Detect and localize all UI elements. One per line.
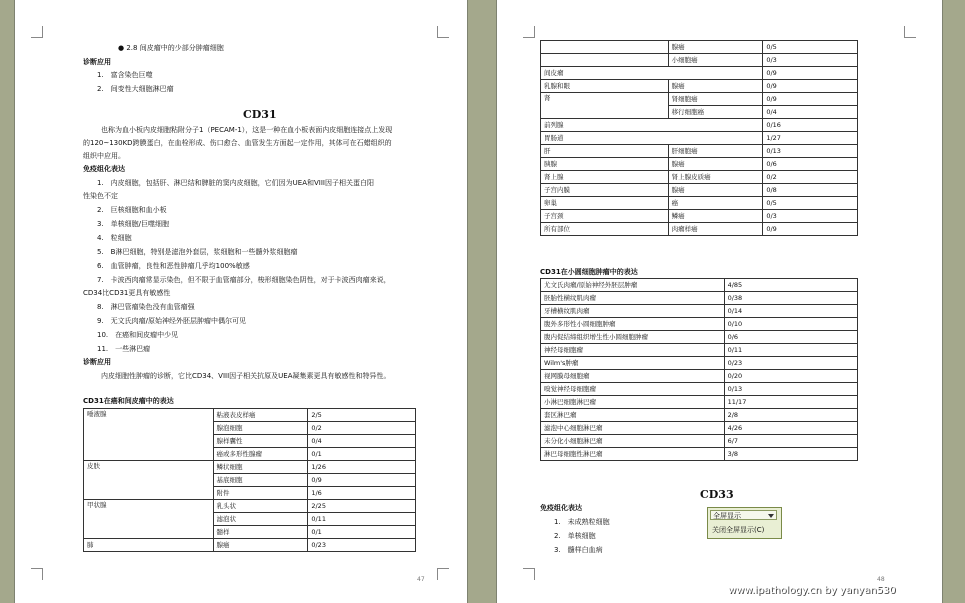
table-row <box>541 370 858 383</box>
table-cell: 基底细胞 <box>213 474 308 487</box>
table-cell: 0/4 <box>763 106 858 119</box>
fullscreen-toolbar <box>707 507 782 539</box>
crop-mark <box>523 568 535 580</box>
page-number: 48 <box>877 576 885 583</box>
table-cell: 腺癌 <box>668 80 763 93</box>
table-cell: 牙槽横纹肌肉瘤 <box>541 305 725 318</box>
table-cell: 子宫颈 <box>541 210 669 223</box>
table-cell: 视网膜母细胞瘤 <box>541 370 725 383</box>
close-fullscreen-button[interactable]: 关闭全屏显示(C) <box>712 526 765 534</box>
table-row <box>541 318 858 331</box>
table-row <box>541 409 858 422</box>
expr-item: 2. 单核细胞 <box>554 532 596 540</box>
table-row <box>541 448 858 461</box>
expr-item: 3. 单核细胞/巨噬细胞 <box>97 220 170 228</box>
watermark: www.ipathology.cn by yanyan530 <box>728 585 896 596</box>
table-cell: 腺泡细胞 <box>213 422 308 435</box>
table-cell: 尤文氏肉瘤/原始神经外胚层肿瘤 <box>541 279 725 292</box>
table-cell: 1/26 <box>308 461 416 474</box>
table-cell: 髓样 <box>213 526 308 539</box>
cd31-carcinoma-table-cont <box>540 40 858 236</box>
table-cell: 2/25 <box>308 500 416 513</box>
fullscreen-dropdown-label: 全屏显示 <box>713 512 741 520</box>
expr-item: 9. 无文氏肉瘤/原始神经外胚层肿瘤中偶尔可见 <box>97 317 247 325</box>
table-cell: 乳头状 <box>213 500 308 513</box>
table-cell: 0/9 <box>763 80 858 93</box>
table-row <box>541 344 858 357</box>
table-row <box>541 223 858 236</box>
table-row <box>541 383 858 396</box>
document-page-left <box>15 0 467 603</box>
table-cell: 卵巢 <box>541 197 669 210</box>
table-row <box>541 80 858 93</box>
section-title: CD31 <box>243 108 277 121</box>
table-cell: 0/11 <box>308 513 416 526</box>
diag2-text: 内皮细胞性肿瘤的诊断，它比CD34、VIII因子相关抗原及UEA凝集素更具有敏感性和特异性。 <box>101 372 391 380</box>
bullet-line: ● 2.8 间皮瘤中的少部分肿瘤细胞 <box>118 44 224 52</box>
page-number: 47 <box>417 576 425 583</box>
diag2-heading: 诊断应用 <box>83 358 111 366</box>
table-cell: 0/1 <box>308 526 416 539</box>
table-row <box>541 54 858 67</box>
table-cell: 胰腺 <box>541 158 669 171</box>
table-cell: 0/2 <box>308 422 416 435</box>
table-cell: 1/6 <box>308 487 416 500</box>
table2-title: CD31在小圆细胞肿瘤中的表达 <box>540 268 638 276</box>
table-row <box>84 539 416 552</box>
expr-item: 4. 粒细胞 <box>97 234 132 242</box>
table-row <box>541 145 858 158</box>
table-cell: 小细胞癌 <box>668 54 763 67</box>
table-cell: 鳞状细胞 <box>213 461 308 474</box>
table-cell: 0/10 <box>724 318 857 331</box>
expr-item: 1. 内皮细胞，包括肝、淋巴结和脾脏的窦内皮细胞，它们因为UEA和VIII因子相关蛋白阳 <box>97 179 374 187</box>
expr-item: 7. 卡波西肉瘤常显示染色，但不限于血管瘤部分，梭形细胞染色阴性，对于卡波西肉瘤来说， <box>97 276 391 284</box>
table-cell: 未分化小细胞淋巴瘤 <box>541 435 725 448</box>
table-row <box>541 158 858 171</box>
table-cell: 0/9 <box>763 93 858 106</box>
table-cell: 腺癌 <box>668 158 763 171</box>
table-row <box>541 357 858 370</box>
table-row <box>541 292 858 305</box>
table-cell: 移行细胞癌 <box>668 106 763 119</box>
table-cell: 4/26 <box>724 422 857 435</box>
diag-item: 1. 富含染色巨噬 <box>97 71 153 79</box>
table-cell: 肾上腺皮质癌 <box>668 171 763 184</box>
table-cell: 0/8 <box>763 184 858 197</box>
table-row <box>84 461 416 474</box>
table-cell: 0/23 <box>308 539 416 552</box>
table-cell: 肾细胞癌 <box>668 93 763 106</box>
table-cell: 粘液表皮样癌 <box>213 409 308 422</box>
intro-line: 组织中应用。 <box>83 152 125 160</box>
expr-item: 2. 巨核细胞和血小板 <box>97 206 167 214</box>
table-cell: 腹外多形性小圆细胞肿瘤 <box>541 318 725 331</box>
table-cell: 所有部位 <box>541 223 669 236</box>
table-row <box>84 500 416 513</box>
crop-mark <box>31 568 43 580</box>
table-cell: 腺样囊性 <box>213 435 308 448</box>
crop-mark <box>437 26 449 38</box>
table-cell: 0/4 <box>308 435 416 448</box>
table-cell: 肾 <box>541 93 669 119</box>
table-cell: 0/14 <box>724 305 857 318</box>
table-cell: 0/11 <box>724 344 857 357</box>
table-cell: 神经母细胞瘤 <box>541 344 725 357</box>
table-row <box>541 171 858 184</box>
expr-item: 1. 未成熟粒细胞 <box>554 518 610 526</box>
table-cell: 附件 <box>213 487 308 500</box>
expr-item: 11. 一些淋巴瘤 <box>97 345 151 353</box>
crop-mark <box>523 26 535 38</box>
table-cell: 间皮瘤 <box>541 67 763 80</box>
cd31-small-round-cell-table <box>540 278 858 461</box>
expr-item: 8. 淋巴管瘤染色没有血管瘤强 <box>97 303 195 311</box>
table-cell: 0/6 <box>724 331 857 344</box>
table-row <box>541 279 858 292</box>
table-cell: 0/23 <box>724 357 857 370</box>
chevron-down-icon <box>768 514 774 518</box>
table-cell: 小淋巴细胞淋巴瘤 <box>541 396 725 409</box>
diag-item: 2. 间变性大细胞淋巴瘤 <box>97 85 174 93</box>
table-row <box>541 67 858 80</box>
table-cell: 6/7 <box>724 435 857 448</box>
expr-item: CD34比CD31更具有敏感性 <box>83 289 171 297</box>
table-cell: 胚胎性横纹肌肉瘤 <box>541 292 725 305</box>
table-cell: 腺癌 <box>213 539 308 552</box>
table-cell: 0/3 <box>763 54 858 67</box>
table-cell: 唾液腺 <box>84 409 214 461</box>
section-title: CD33 <box>700 488 734 501</box>
table-cell: 皮肤 <box>84 461 214 500</box>
table-cell: 0/9 <box>308 474 416 487</box>
table-cell: 癌或多形性腺瘤 <box>213 448 308 461</box>
table-row <box>541 422 858 435</box>
table-cell: 0/38 <box>724 292 857 305</box>
table-cell: 0/1 <box>308 448 416 461</box>
crop-mark <box>31 26 43 38</box>
table-cell: 鳞癌 <box>668 210 763 223</box>
table-cell: 0/20 <box>724 370 857 383</box>
expr-item: 性染色不定 <box>83 192 118 200</box>
table-cell: 0/9 <box>763 67 858 80</box>
table-cell: 1/27 <box>763 132 858 145</box>
table-cell: 0/13 <box>763 145 858 158</box>
table-cell: 滤泡状 <box>213 513 308 526</box>
table-cell: 2/5 <box>308 409 416 422</box>
table-cell: Wilm's肿瘤 <box>541 357 725 370</box>
intro-line: 的120~130KD跨膜蛋白，在血栓形成、伤口愈合、血管发生方面起一定作用，其体可在石蜡组织的 <box>83 139 392 147</box>
table-cell: 2/8 <box>724 409 857 422</box>
table-cell: 3/8 <box>724 448 857 461</box>
intro-line: 也称为血小板内皮细胞粘附分子1（PECAM-1），这是一种在血小板表面内皮细胞连接点上发现 <box>101 126 393 134</box>
expr-item: 10. 在癌和间皮瘤中少见 <box>97 331 179 339</box>
table-row <box>84 409 416 422</box>
crop-mark <box>904 26 916 38</box>
table-row <box>541 93 858 106</box>
crop-mark <box>437 568 449 580</box>
table-cell: 癌 <box>668 197 763 210</box>
table-cell: 0/2 <box>763 171 858 184</box>
table-cell: 0/5 <box>763 41 858 54</box>
table-row <box>541 305 858 318</box>
cd31-carcinoma-table <box>83 408 416 552</box>
expr-heading: 免疫组化表达 <box>83 165 125 173</box>
expr-item: 3. 髓样白血病 <box>554 546 603 554</box>
table-row <box>541 197 858 210</box>
table-cell: 淋巴母细胞性淋巴瘤 <box>541 448 725 461</box>
table-row <box>541 119 858 132</box>
table-cell: 滤泡中心细胞淋巴瘤 <box>541 422 725 435</box>
table-cell: 4/85 <box>724 279 857 292</box>
table-cell: 腺癌 <box>668 184 763 197</box>
table-cell: 肝细胞癌 <box>668 145 763 158</box>
table-cell: 11/17 <box>724 396 857 409</box>
table-cell: 嗅觉神经母细胞瘤 <box>541 383 725 396</box>
table-row <box>541 132 858 145</box>
table-cell: 套区淋巴瘤 <box>541 409 725 422</box>
table-cell: 甲状腺 <box>84 500 214 539</box>
table-title: CD31在癌和间皮瘤中的表达 <box>83 397 174 405</box>
table-cell: 乳腺和眼 <box>541 80 669 93</box>
table-cell: 腺癌 <box>668 41 763 54</box>
table-cell: 0/5 <box>763 197 858 210</box>
table-row <box>541 210 858 223</box>
table-cell: 0/16 <box>763 119 858 132</box>
expr-item: 5. B淋巴细胞，特别是滤泡外套层，浆细胞和一些髓外浆细胞瘤 <box>97 248 298 256</box>
table-row <box>541 331 858 344</box>
table-cell: 前列腺 <box>541 119 763 132</box>
table-cell: 肝 <box>541 145 669 158</box>
table-row <box>541 396 858 409</box>
table-cell: 0/9 <box>763 223 858 236</box>
expr-item: 6. 血管肿瘤，良性和恶性肿瘤几乎均100%敏感 <box>97 262 250 270</box>
expr-heading: 免疫组化表达 <box>540 504 582 512</box>
table-cell: 肾上腺 <box>541 171 669 184</box>
table-cell <box>541 54 669 67</box>
table-cell: 肉瘤样癌 <box>668 223 763 236</box>
table-row <box>541 184 858 197</box>
table-row <box>541 435 858 448</box>
diag-heading: 诊断应用 <box>83 58 111 66</box>
table-row <box>541 41 858 54</box>
table-cell: 0/13 <box>724 383 857 396</box>
table-cell <box>541 41 669 54</box>
fullscreen-dropdown[interactable] <box>710 510 777 520</box>
table-cell: 子宫内膜 <box>541 184 669 197</box>
table-cell: 腹内促结缔组织增生性小圆细胞肿瘤 <box>541 331 725 344</box>
table-cell: 胃肠道 <box>541 132 763 145</box>
table-cell: 0/6 <box>763 158 858 171</box>
table-cell: 肺 <box>84 539 214 552</box>
table-cell: 0/3 <box>763 210 858 223</box>
